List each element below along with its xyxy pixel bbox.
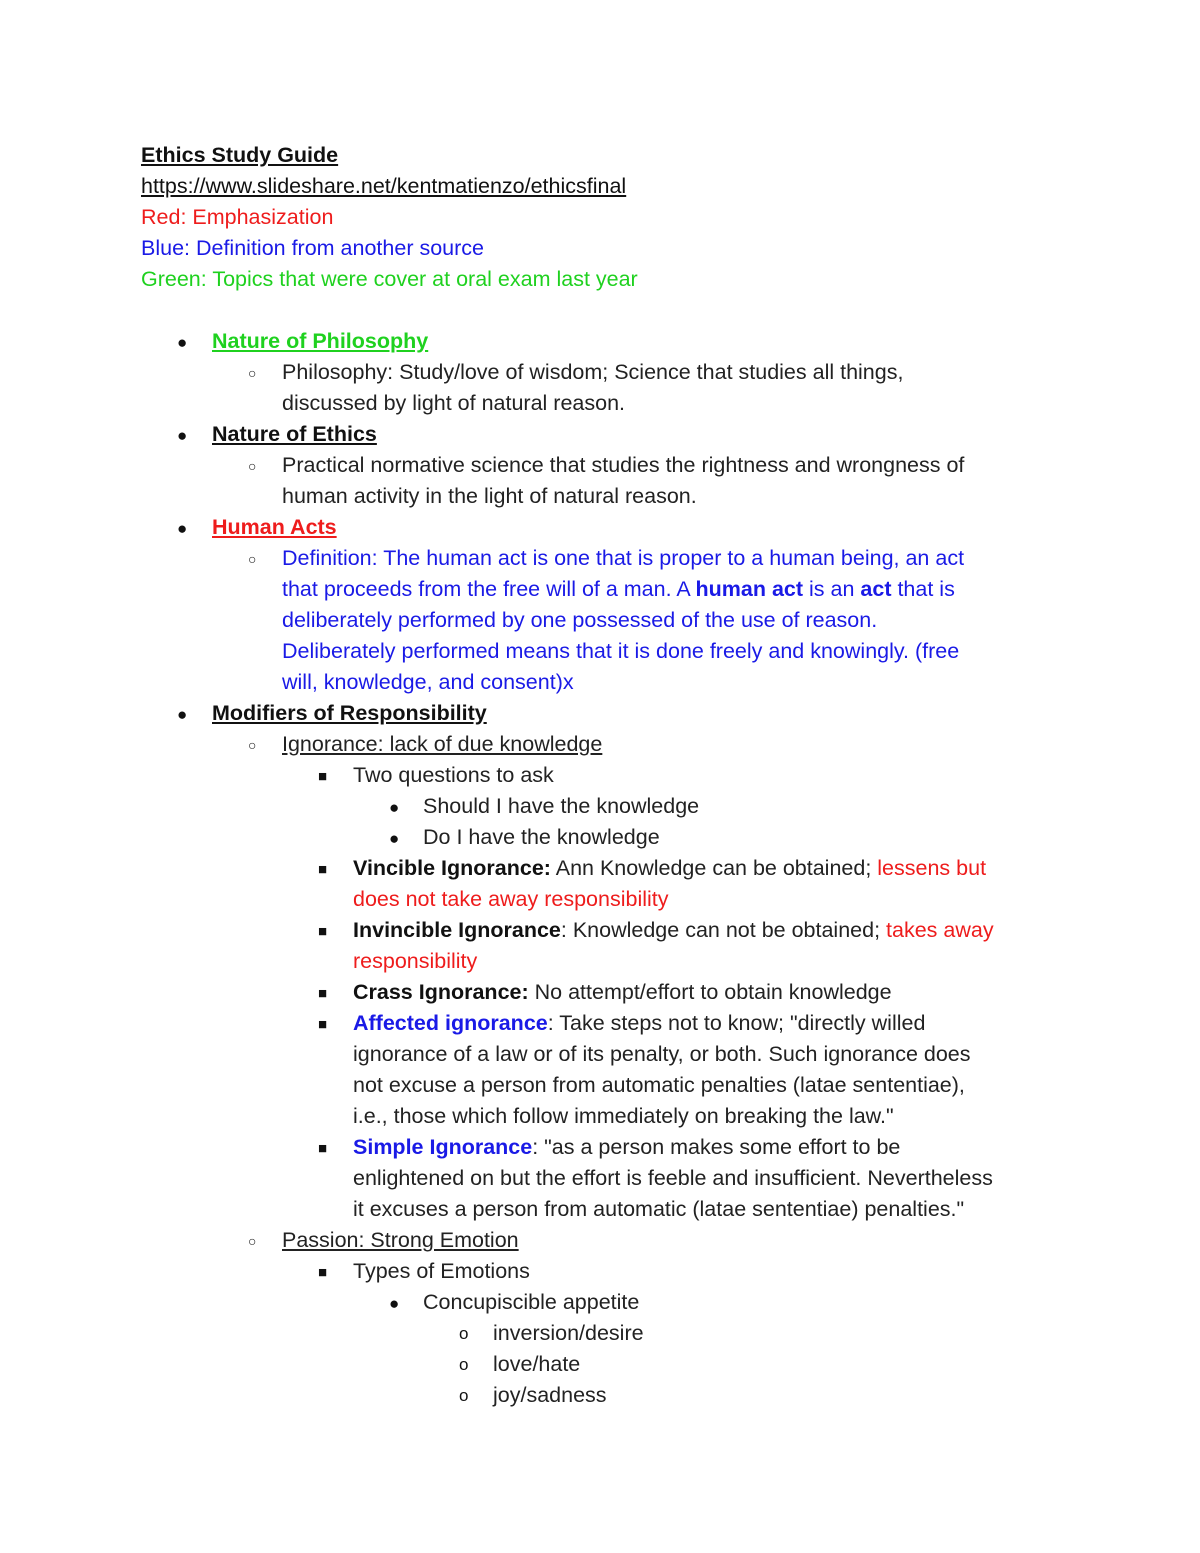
affected-ignorance-line-3: not excuse a person from automatic penalties (latae sententiae), bbox=[353, 1073, 965, 1097]
human-act-definition-line-2 bbox=[282, 574, 955, 605]
source-link[interactable]: https://www.slideshare.net/kentmatienzo/ethicsfinal bbox=[141, 174, 627, 198]
bullet-square-icon: ■ bbox=[318, 985, 328, 1002]
bullet-disc-icon: ● bbox=[389, 798, 400, 817]
ethics-definition-line-2: human activity in the light of natural reason. bbox=[282, 484, 697, 508]
affected-ignorance-line-1 bbox=[353, 1008, 925, 1039]
bullet-disc-icon: ● bbox=[177, 705, 188, 724]
simple-ignorance-line-1 bbox=[353, 1132, 900, 1163]
bullet-circle-icon: ○ bbox=[248, 365, 257, 381]
bullet-square-icon: ■ bbox=[318, 1016, 328, 1033]
bullet-square-icon: ■ bbox=[318, 923, 328, 940]
vincible-ignorance-term: Vincible Ignorance: bbox=[353, 856, 551, 880]
bullet-circle-icon: ○ bbox=[248, 737, 257, 753]
bullet-square-icon: ■ bbox=[318, 1140, 328, 1157]
human-act-definition-line-4: Deliberately performed means that it is done freely and knowingly. (free bbox=[282, 639, 960, 663]
question-2: Do I have the knowledge bbox=[423, 825, 660, 849]
affected-ignorance-text: : Take steps not to know; "directly willed bbox=[547, 1011, 926, 1035]
emotion-item: love/hate bbox=[493, 1352, 581, 1376]
human-act-text: that is bbox=[891, 577, 955, 601]
passion-subheading: Passion: Strong Emotion bbox=[282, 1228, 519, 1252]
question-1: Should I have the knowledge bbox=[423, 794, 700, 818]
bullet-circle-icon: ○ bbox=[248, 551, 257, 567]
philosophy-definition-line-1: Philosophy: Study/love of wisdom; Science that studies all things, bbox=[282, 360, 904, 384]
bullet-square-icon: ■ bbox=[318, 861, 328, 878]
vincible-ignorance-text: Ann Knowledge can be obtained; bbox=[550, 856, 878, 880]
philosophy-definition-line-2: discussed by light of natural reason. bbox=[282, 391, 626, 415]
human-act-text: is an bbox=[803, 577, 861, 601]
human-act-definition-line-5: will, knowledge, and consent)x bbox=[282, 670, 574, 694]
invincible-ignorance-line-1 bbox=[353, 915, 994, 946]
invincible-ignorance-line-2: responsibility bbox=[353, 949, 478, 973]
crass-ignorance-term: Crass Ignorance: bbox=[353, 980, 529, 1004]
bullet-letter-o-icon: o bbox=[459, 1324, 469, 1343]
legend-blue: Blue: Definition from another source bbox=[141, 236, 484, 260]
heading-nature-of-philosophy: Nature of Philosophy bbox=[212, 329, 429, 353]
legend-red: Red: Emphasization bbox=[141, 205, 334, 229]
heading-nature-of-ethics: Nature of Ethics bbox=[212, 422, 377, 446]
emotion-item: inversion/desire bbox=[493, 1321, 644, 1345]
bullet-circle-icon: ○ bbox=[248, 458, 257, 474]
bullet-square-icon: ■ bbox=[318, 1264, 328, 1281]
affected-ignorance-line-2: ignorance of a law or of its penalty, or both. Such ignorance does bbox=[353, 1042, 971, 1066]
bullet-square-icon: ■ bbox=[318, 768, 328, 785]
invincible-ignorance-term: Invincible Ignorance bbox=[353, 918, 561, 942]
affected-ignorance-line-4: i.e., those which follow immediately on breaking the law." bbox=[353, 1104, 894, 1128]
invincible-ignorance-emphasis: takes away bbox=[886, 918, 994, 942]
act-term: act bbox=[860, 577, 892, 601]
human-act-definition-line-1: Definition: The human act is one that is proper to a human being, an act bbox=[282, 546, 965, 570]
bullet-disc-icon: ● bbox=[177, 519, 188, 538]
concupiscible-appetite-item: Concupiscible appetite bbox=[423, 1290, 640, 1314]
bullet-circle-icon: ○ bbox=[248, 1233, 257, 1249]
vincible-ignorance-emphasis: lessens but bbox=[877, 856, 987, 880]
human-act-text: that proceeds from the free will of a man. A bbox=[282, 577, 696, 601]
emotion-item: joy/sadness bbox=[493, 1383, 607, 1407]
bullet-letter-o-icon: o bbox=[459, 1355, 469, 1374]
crass-ignorance-line bbox=[353, 977, 892, 1008]
legend-green: Green: Topics that were cover at oral exam last year bbox=[141, 267, 638, 291]
simple-ignorance-text: : "as a person makes some effort to be bbox=[532, 1135, 901, 1159]
two-questions-item: Two questions to ask bbox=[353, 763, 554, 787]
affected-ignorance-term: Affected ignorance bbox=[353, 1011, 548, 1035]
invincible-ignorance-text: : Knowledge can not be obtained; bbox=[560, 918, 887, 942]
bullet-disc-icon: ● bbox=[389, 1294, 400, 1313]
human-act-definition-line-3: deliberately performed by one possessed of the use of reason. bbox=[282, 608, 878, 632]
human-act-term: human act bbox=[695, 577, 804, 601]
document-title: Ethics Study Guide bbox=[141, 143, 339, 167]
simple-ignorance-line-2: enlightened on but the effort is feeble and insufficient. Nevertheless bbox=[353, 1166, 993, 1190]
bullet-disc-icon: ● bbox=[389, 829, 400, 848]
bullet-disc-icon: ● bbox=[177, 426, 188, 445]
simple-ignorance-term: Simple Ignorance bbox=[353, 1135, 533, 1159]
vincible-ignorance-line-2: does not take away responsibility bbox=[353, 887, 669, 911]
types-of-emotions-item: Types of Emotions bbox=[353, 1259, 530, 1283]
crass-ignorance-text: No attempt/effort to obtain knowledge bbox=[528, 980, 892, 1004]
ignorance-subheading: Ignorance: lack of due knowledge bbox=[282, 732, 603, 756]
bullet-disc-icon: ● bbox=[177, 333, 188, 352]
heading-modifiers-of-responsibility: Modifiers of Responsibility bbox=[212, 701, 487, 725]
vincible-ignorance-line-1 bbox=[353, 853, 986, 884]
bullet-letter-o-icon: o bbox=[459, 1386, 469, 1405]
simple-ignorance-line-3: it excuses a person from automatic (latae sententiae) penalties." bbox=[353, 1197, 965, 1221]
ethics-definition-line-1: Practical normative science that studies the rightness and wrongness of bbox=[282, 453, 965, 477]
heading-human-acts: Human Acts bbox=[212, 515, 337, 539]
